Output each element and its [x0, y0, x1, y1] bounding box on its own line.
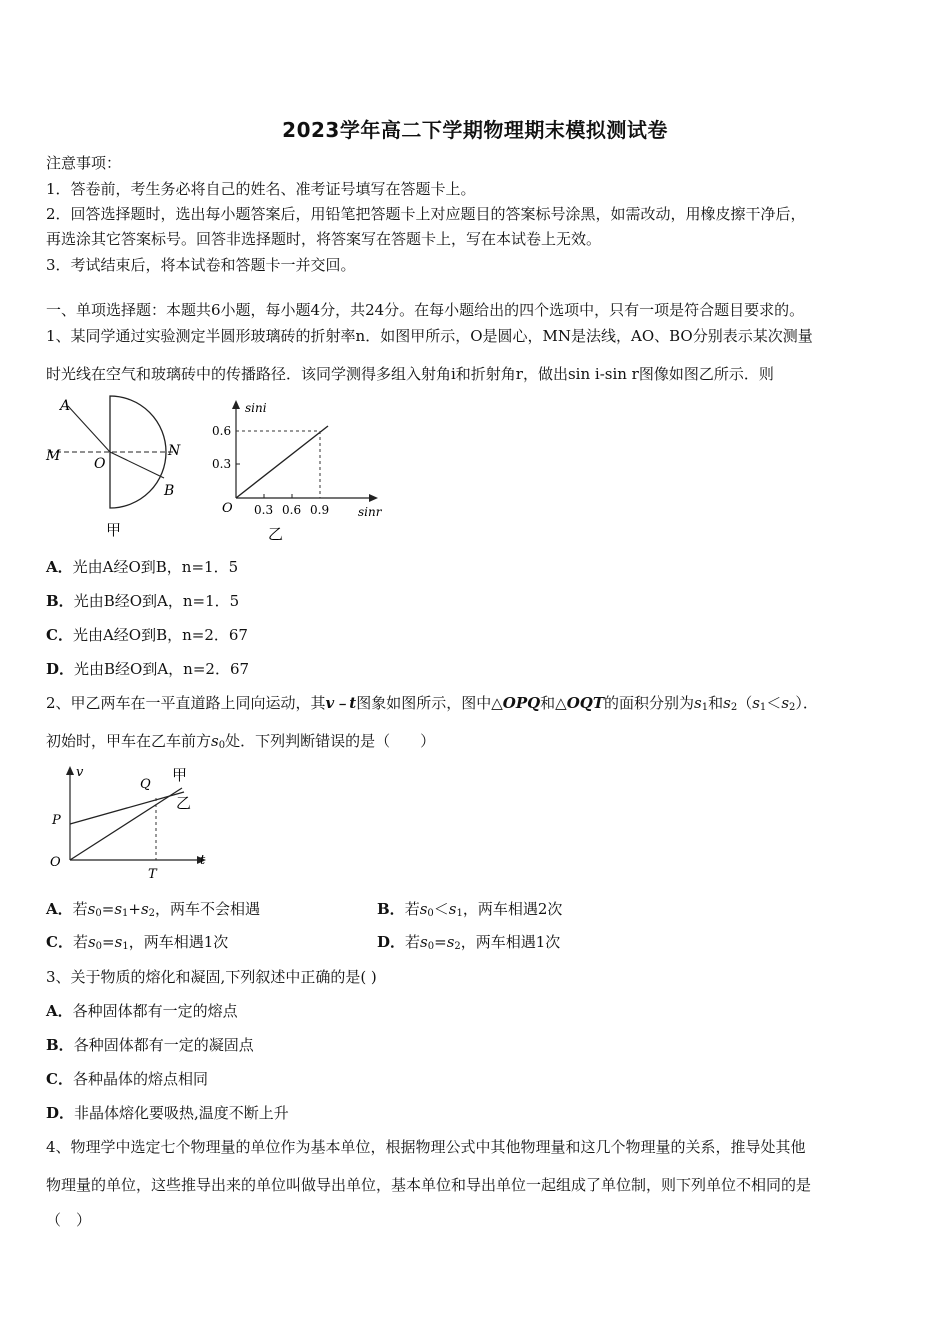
q1-option-a: A．光由A经O到B，n=1．5	[46, 558, 239, 576]
line-yi	[70, 792, 184, 824]
page-title: 2023学年高二下学期物理期末模拟测试卷	[282, 118, 668, 142]
q1-figure-b	[212, 398, 392, 546]
label-q: Q	[140, 777, 151, 792]
q1-figure-a	[44, 392, 194, 542]
tick-label-x1: 0.3	[254, 503, 274, 517]
caption-jia: 甲	[106, 521, 122, 539]
v-axis-arrow	[66, 766, 74, 775]
ray-ob	[110, 452, 164, 478]
label-a: A	[60, 398, 71, 414]
label-o: O	[50, 855, 61, 870]
q2-vt-figure	[44, 760, 224, 886]
q4-stem-line3: （ ）	[46, 1211, 92, 1229]
q1-stem-line1: 1、某同学通过实验测定半圆形玻璃砖的折射率n．如图甲所示，O是圆心，MN是法线，AO、BO分别表示某次测量	[46, 327, 813, 345]
label-sini: sini	[245, 401, 267, 415]
notice-item-2-cont: 再选涂其它答案标号。回答非选择题时，将答案写在答题卡上，写在本试卷上无效。	[46, 230, 602, 248]
label-yi: 乙	[176, 794, 192, 812]
tick-label-y1: 0.3	[212, 457, 232, 471]
tick-label-x2: 0.6	[282, 503, 302, 517]
line-jia	[70, 788, 182, 860]
q1-option-d: D．光由B经O到A，n=2．67	[46, 660, 250, 678]
caption-yi: 乙	[268, 525, 284, 543]
label-origin: O	[222, 501, 233, 516]
ray-ao	[68, 406, 110, 452]
label-o: O	[94, 456, 106, 472]
q4-stem-line2: 物理量的单位，这些推导出来的单位叫做导出单位，基本单位和导出单位一起组成了单位制，则下列单位不相同的是	[46, 1176, 812, 1194]
q2-option-b: B．若$s_0<s_1$，两车相遇2次	[377, 900, 563, 919]
y-axis-arrow	[232, 400, 240, 409]
q1-stem-line2: 时光线在空气和玻璃砖中的传播路径．该同学测得多组入射角i和折射角r，做出sin i-sin r图像如图乙所示．则	[46, 365, 774, 383]
q3-option-b: B．各种固体都有一定的凝固点	[46, 1036, 254, 1054]
section-heading: 一、单项选择题：本题共6小题，每小题4分，共24分。在每小题给出的四个选项中，只有一项是符合题目要求的。	[46, 301, 805, 319]
tick-label-x3: 0.9	[310, 503, 330, 517]
label-p: P	[52, 813, 61, 828]
x-axis-arrow	[369, 494, 378, 502]
q3-option-d: D．非晶体熔化要吸热,温度不断上升	[46, 1104, 289, 1122]
label-t: t	[200, 853, 206, 868]
label-sinr: sinr	[358, 505, 382, 519]
notice-item-2: 2．回答选择题时，选出每小题答案后，用铅笔把答题卡上对应题目的答案标号涂黑，如需改动，用橡皮擦干净后，	[46, 205, 806, 223]
q2-stem-line1: 2、甲乙两车在一平直道路上同向运动，其v﹣t图象如图所示，图中△OPQ和△OQT的面积分别为$s_1$和$s_2(s_1<s_2)$．	[46, 694, 818, 713]
q2-option-a: A．若$s_0=s_1+s_2$，两车不会相遇	[46, 900, 261, 919]
q3-option-a: A．各种固体都有一定的熔点	[46, 1002, 238, 1020]
q3-option-c: C．各种晶体的熔点相同	[46, 1070, 208, 1088]
q2-stem-line2: 初始时，甲车在乙车前方$s_0$处．下列判断错误的是（ ）	[46, 732, 436, 751]
label-t-point: T	[148, 867, 157, 882]
label-b: B	[164, 483, 175, 499]
q1-option-b: B．光由B经O到A，n=1．5	[46, 592, 240, 610]
q2-option-d: D．若$s_0=s_2$，两车相遇1次	[377, 933, 561, 952]
q2-option-c: C．若$s_0=s_1$，两车相遇1次	[46, 933, 229, 952]
notice-heading: 注意事项：	[46, 154, 122, 172]
label-n: N	[168, 443, 181, 459]
q3-stem: 3、关于物质的熔化和凝固,下列叙述中正确的是( )	[46, 968, 377, 986]
label-jia: 甲	[172, 766, 188, 784]
tick-label-y2: 0.6	[212, 424, 232, 438]
graph-line	[236, 426, 328, 498]
notice-item-1: 1．答卷前，考生务必将自己的姓名、准考证号填写在答题卡上。	[46, 180, 476, 198]
q1-option-c: C．光由A经O到B，n=2．67	[46, 626, 248, 644]
label-m: M	[46, 448, 61, 464]
label-v: v	[76, 765, 84, 780]
q4-stem-line1: 4、物理学中选定七个物理量的单位作为基本单位，根据物理公式中其他物理量和这几个物理量的关系，推导处其他	[46, 1138, 806, 1156]
notice-item-3: 3．考试结束后，将本试卷和答题卡一并交回。	[46, 256, 356, 274]
